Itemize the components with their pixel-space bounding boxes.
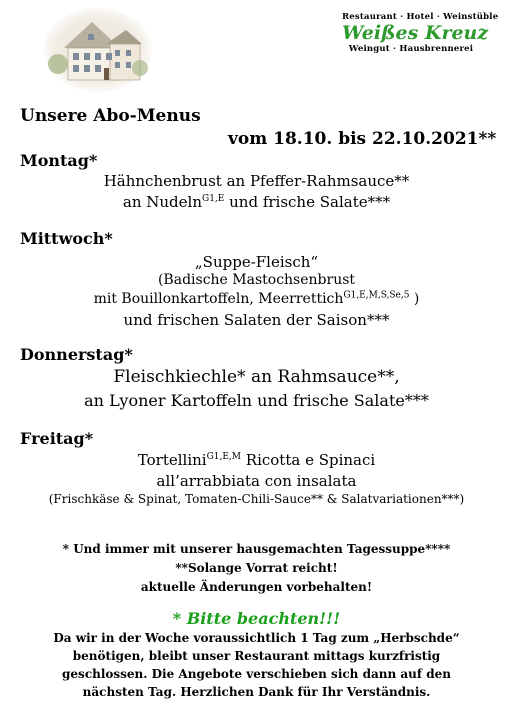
menu-title: Unsere Abo-Menus	[20, 106, 201, 126]
menu-line: an Nudeln$^{G1,E}$ und frische Salate***	[122, 193, 391, 211]
attention-line: geschlossen. Die Angebote verschieben sich dann auf den	[62, 667, 451, 681]
day-heading-montag: Montag*	[20, 151, 98, 170]
allergen-code: G1,E	[202, 194, 225, 204]
logo-tagline-top: Restaurant · Hotel · Weinstüble	[342, 12, 499, 22]
hotel-building-illustration	[44, 8, 152, 92]
menu-line: Fleischkiechle* an Rahmsauce**,	[113, 367, 400, 387]
menu-line: mit Bouillonkartoffeln, Meerrettich$^{G1,E,M,S,Se,5}$ )	[93, 290, 420, 307]
allergen-code: G1,E,M,S,Se,5	[343, 290, 410, 301]
menu-line: (Frischkäse & Spinat, Tomaten-Chili-Sauce** & Salatvariationen***)	[48, 492, 465, 506]
attention-line: nächsten Tag. Herzlichen Dank für Ihr Verständnis.	[82, 685, 431, 699]
menu-date-range: vom 18.10. bis 22.10.2021**	[228, 129, 497, 149]
logo-tagline-bottom: Weingut · Hausbrennerei	[348, 44, 474, 54]
note-soup: * Und immer mit unserer hausgemachten Tagessuppe****	[62, 542, 451, 556]
note-changes: aktuelle Änderungen vorbehalten!	[140, 580, 373, 594]
menu-line: Hähnchenbrust an Pfeffer-Rahmsauce**	[103, 172, 410, 190]
note-supply: **Solange Vorrat reicht!	[175, 561, 338, 575]
menu-line: all’arrabbiata con insalata	[156, 472, 357, 490]
day-heading-freitag: Freitag*	[20, 429, 94, 448]
day-heading-mittwoch: Mittwoch*	[20, 229, 113, 248]
attention-line: Da wir in der Woche voraussichtlich 1 Tag zum „Herbschde“	[53, 631, 460, 645]
menu-line: und frischen Salaten der Saison***	[123, 311, 390, 329]
attention-line: benötigen, bleibt unser Restaurant mittags kurzfristig	[72, 649, 441, 663]
attention-heading: * Bitte beachten!!!	[172, 609, 341, 628]
menu-line: an Lyoner Kartoffeln und frische Salate***	[84, 391, 429, 410]
restaurant-logo	[342, 12, 499, 54]
day-heading-donnerstag: Donnerstag*	[20, 345, 133, 364]
allergen-code: G1,E,M	[206, 452, 242, 462]
logo-name: Weißes Kreuz	[342, 22, 489, 44]
menu-line: (Badische Mastochsenbrust	[157, 272, 356, 288]
menu-line: Tortellini$^{G1,E,M}$ Ricotta e Spinaci	[137, 451, 376, 469]
menu-line: „Suppe-Fleisch“	[194, 253, 319, 271]
